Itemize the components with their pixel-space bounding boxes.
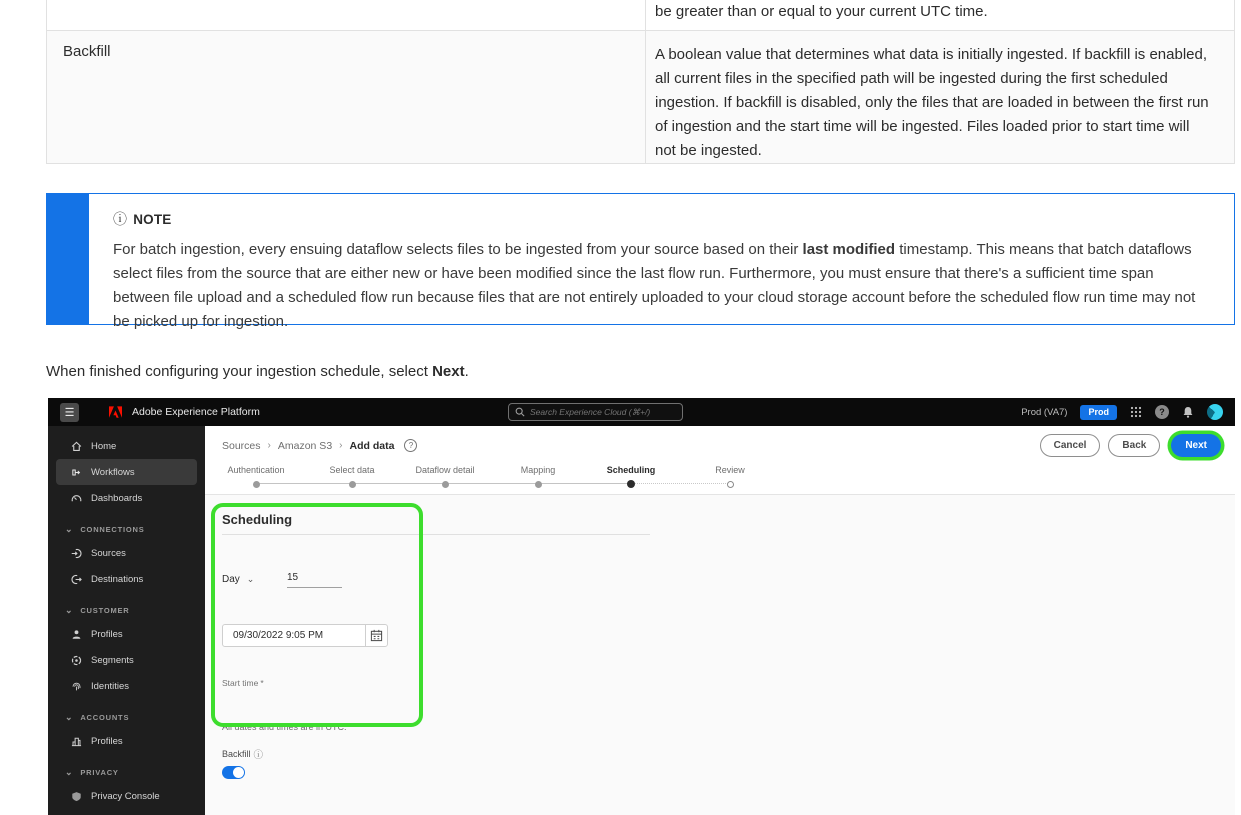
frequency-select[interactable]	[222, 574, 254, 585]
step-dot-current	[627, 480, 635, 488]
sidebar-item-workflows[interactable]	[56, 459, 197, 485]
breadcrumb	[222, 439, 417, 452]
sidebar-item-label: Home	[91, 440, 117, 452]
panel-divider	[222, 534, 650, 535]
table-cell-parameter: Backfill	[47, 31, 646, 163]
cancel-button[interactable]: Cancel	[1040, 434, 1101, 457]
step-select-data[interactable]: Select data	[329, 465, 375, 475]
gauge-icon	[70, 493, 82, 504]
scheduling-panel	[205, 494, 1235, 815]
chevron-down-icon: ⌄	[65, 524, 74, 534]
info-icon: ⓘ	[113, 211, 128, 227]
start-time-field	[222, 624, 388, 647]
table-row	[47, 0, 1234, 31]
page-help-icon[interactable]: ?	[404, 439, 417, 452]
toggle-knob	[233, 767, 244, 778]
chevron-down-icon: ⌄	[65, 767, 74, 777]
app-sidebar	[48, 426, 205, 815]
sidebar-item-label: Sources	[91, 547, 126, 559]
sidebar-item-label: Profiles	[91, 735, 123, 747]
interval-input[interactable]	[287, 569, 342, 588]
calendar-icon	[370, 629, 383, 642]
sidebar-section-accounts[interactable]	[48, 706, 205, 728]
highlight-box	[211, 503, 423, 727]
step-review[interactable]: Review	[715, 465, 745, 475]
sidebar-item-label: Segments	[91, 654, 134, 666]
sidebar-item-account-profiles[interactable]	[48, 728, 205, 754]
search-icon	[515, 407, 525, 417]
step-dot-todo	[727, 481, 734, 488]
step-dot	[442, 481, 449, 488]
environment-badge: Prod	[1080, 405, 1117, 420]
table-cell-description: A boolean value that determines what data is initially ingested. If backfill is enabled, all current files in the specified path will be ingested during the first scheduled ingestion. If backfill is disabled, only the files that are loaded in between the first run of ingestion and the start time will be ingested. Files loaded prior to start time will not be ingested.	[655, 46, 1209, 159]
parameters-table	[46, 0, 1235, 164]
app-top-bar	[48, 398, 1235, 426]
utc-note: All dates and times are in UTC.	[222, 722, 347, 732]
notifications-bell-icon[interactable]	[1182, 406, 1194, 419]
destinations-icon	[70, 574, 82, 585]
hamburger-icon: ☰	[64, 406, 75, 419]
sidebar-item-dashboards[interactable]	[48, 485, 205, 511]
sources-icon	[70, 548, 82, 559]
sidebar-item-destinations[interactable]	[48, 566, 205, 592]
note-title-label: NOTE	[133, 211, 172, 227]
search-input[interactable]	[530, 407, 676, 417]
sidebar-item-home[interactable]	[48, 433, 205, 459]
step-authentication[interactable]: Authentication	[227, 465, 285, 475]
sidebar-item-privacy-console[interactable]	[48, 783, 205, 809]
calendar-button[interactable]	[365, 625, 387, 646]
table-row	[47, 31, 1234, 164]
start-time-input[interactable]	[223, 625, 365, 646]
sidebar-section-label: PRIVACY	[80, 767, 119, 777]
frequency-value: Day	[222, 574, 240, 585]
instruction-paragraph: When finished configuring your ingestion schedule, select Next.	[46, 363, 469, 380]
sidebar-item-label: Identities	[91, 680, 130, 692]
step-scheduling[interactable]: Scheduling	[606, 465, 656, 475]
sidebar-item-profiles[interactable]	[48, 621, 205, 647]
start-time-label: Start time *	[222, 678, 264, 688]
backfill-label-row	[222, 747, 263, 761]
adobe-logo-icon	[109, 406, 122, 418]
panel-title: Scheduling	[222, 512, 293, 527]
note-body: For batch ingestion, every ensuing dataflow selects files to be ingested from your source based on their last modified timestamp. This means that batch dataflows select files from the source that are either new or have been modified since the last flow run. Furthermore, you must ensure that there's a sufficient time span between file upload and a scheduled flow run because files that are not entirely uploaded to your cloud storage account before the scheduled flow run time may not be picked up for ingestion.	[113, 241, 1196, 330]
sidebar-item-segments[interactable]	[48, 647, 205, 673]
required-asterisk: *	[260, 678, 264, 688]
note-accent-bar	[47, 194, 89, 324]
embedded-screenshot	[48, 398, 1235, 815]
step-dot	[535, 481, 542, 488]
next-button[interactable]: Next	[1171, 434, 1221, 457]
building-icon	[70, 736, 82, 747]
step-dot	[349, 481, 356, 488]
sidebar-item-label: Privacy Console	[91, 790, 160, 802]
breadcrumb-separator: ›	[339, 440, 343, 451]
sidebar-item-label: Profiles	[91, 628, 123, 640]
note-callout	[46, 193, 1235, 330]
chevron-down-icon: ⌄	[65, 605, 74, 615]
chevron-down-icon: ⌄	[65, 712, 74, 722]
app-switcher-icon[interactable]	[1130, 406, 1142, 418]
sidebar-section-label: CUSTOMER	[80, 605, 130, 615]
step-dot	[253, 481, 260, 488]
breadcrumb-sources[interactable]: Sources	[222, 439, 261, 452]
fingerprint-icon	[70, 681, 82, 692]
back-button[interactable]: Back	[1108, 434, 1160, 457]
sidebar-item-identities[interactable]	[48, 673, 205, 699]
global-search[interactable]	[508, 403, 683, 421]
user-avatar[interactable]	[1207, 404, 1223, 420]
environment-label: Prod (VA7)	[1021, 406, 1068, 418]
sidebar-item-sources[interactable]	[48, 540, 205, 566]
help-icon[interactable]: ?	[1155, 405, 1169, 419]
note-title	[113, 209, 1210, 229]
step-dataflow-detail[interactable]: Dataflow detail	[415, 465, 475, 475]
backfill-label: Backfill	[222, 749, 251, 759]
breadcrumb-amazon-s3[interactable]: Amazon S3	[277, 439, 333, 452]
sidebar-section-label: CONNECTIONS	[80, 524, 145, 534]
sidebar-section-customer[interactable]	[48, 599, 205, 621]
sidebar-section-privacy[interactable]	[48, 761, 205, 783]
sidebar-item-label: Destinations	[91, 573, 144, 585]
sidebar-section-label: ACCOUNTS	[80, 712, 130, 722]
table-cell-description: be greater than or equal to your current UTC time.	[655, 3, 988, 20]
home-icon	[70, 441, 82, 452]
segments-icon	[70, 655, 82, 666]
person-icon	[70, 629, 82, 640]
instruction-bold: Next	[432, 363, 465, 380]
breadcrumb-add-data: Add data	[349, 439, 395, 452]
step-connector-dotted	[631, 483, 730, 484]
sidebar-item-label: Workflows	[91, 466, 135, 478]
breadcrumb-separator: ›	[267, 440, 271, 451]
sidebar-item-label: Dashboards	[91, 492, 143, 504]
product-title: Adobe Experience Platform	[132, 406, 260, 418]
backfill-toggle[interactable]	[222, 766, 245, 779]
table-cell-parameter	[47, 0, 646, 30]
app-main-area	[205, 426, 1235, 815]
info-icon[interactable]: ⓘ	[253, 750, 264, 761]
step-mapping[interactable]: Mapping	[520, 465, 556, 475]
chevron-down-icon: ⌄	[246, 574, 255, 584]
shield-icon	[70, 791, 82, 802]
sidebar-section-connections[interactable]	[48, 518, 205, 540]
workflows-icon	[70, 467, 82, 478]
note-bold-text: last modified	[802, 241, 896, 258]
step-indicator	[205, 465, 1235, 493]
hamburger-menu-button[interactable]	[60, 403, 79, 422]
